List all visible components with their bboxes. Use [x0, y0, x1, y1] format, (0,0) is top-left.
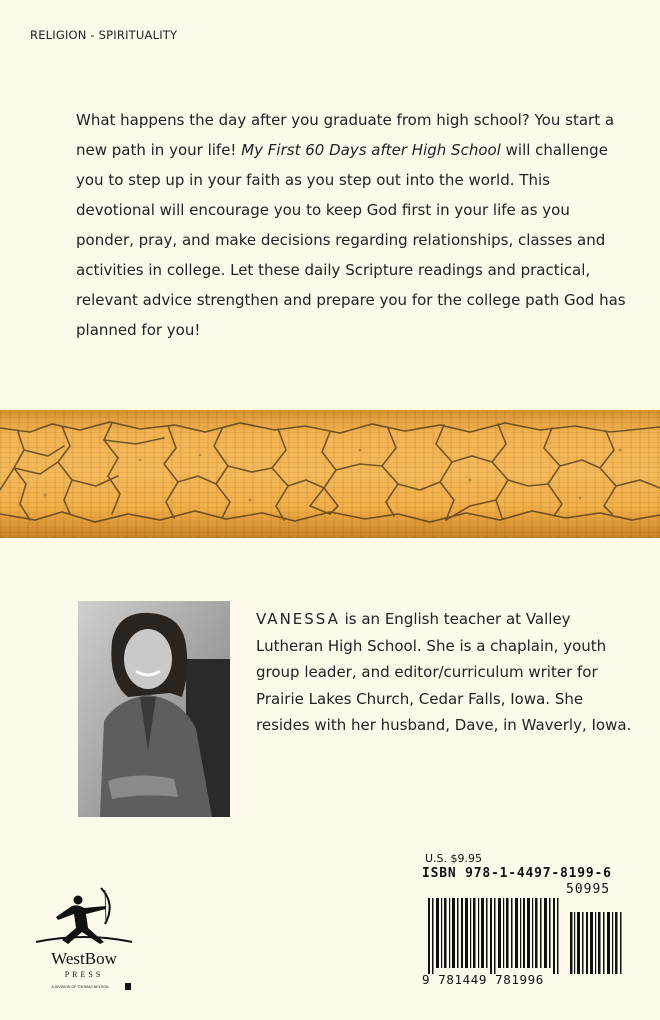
author-portrait: [78, 601, 230, 817]
archer-icon: [28, 882, 140, 992]
description-intro: What happens the day after you graduate from high school? You start a new path in your life!: [76, 111, 615, 159]
road-cracks: [0, 410, 660, 538]
book-title: My First 60 Days after High School: [241, 141, 501, 159]
author-name: VANESSA: [256, 610, 340, 628]
description-body: will challenge you to step up in your faith as you step out into the world. This devotional will encourage you to keep God first in your life as you ponder, pray, and make decisions regarding relationships, classes and activities in college. Let these daily Scripture readings and practical, relevant advice strengthen and prepare you for the college path God has planned for you!: [76, 141, 626, 339]
isbn-label: ISBN 978-1-4497-8199-6: [422, 866, 612, 881]
author-photo: [78, 601, 230, 817]
publisher-division: A DIVISION OF THOMAS NELSON: [51, 985, 109, 989]
barcode-digits: 9 781449 781996: [422, 972, 544, 987]
publisher-name: WestBow: [51, 949, 117, 968]
author-bio-text: is an English teacher at Valley Lutheran High School. She is a chaplain, youth group leader, and editor/curriculum writer for Prairie Lakes Church, Cedar Falls, Iowa. She resides with her husband, Dave, in Waverly, Iowa.: [256, 610, 632, 734]
category-label: RELIGION - SPIRITUALITY: [30, 28, 178, 42]
westbow-press-logo: [28, 882, 140, 992]
barcode-addon: 50995: [566, 882, 611, 897]
publisher-press: PRESS: [64, 970, 104, 979]
book-description: [76, 105, 632, 345]
cracked-road-image: [0, 410, 660, 538]
price-label: U.S. $9.95: [425, 852, 483, 865]
author-bio: [256, 606, 636, 739]
